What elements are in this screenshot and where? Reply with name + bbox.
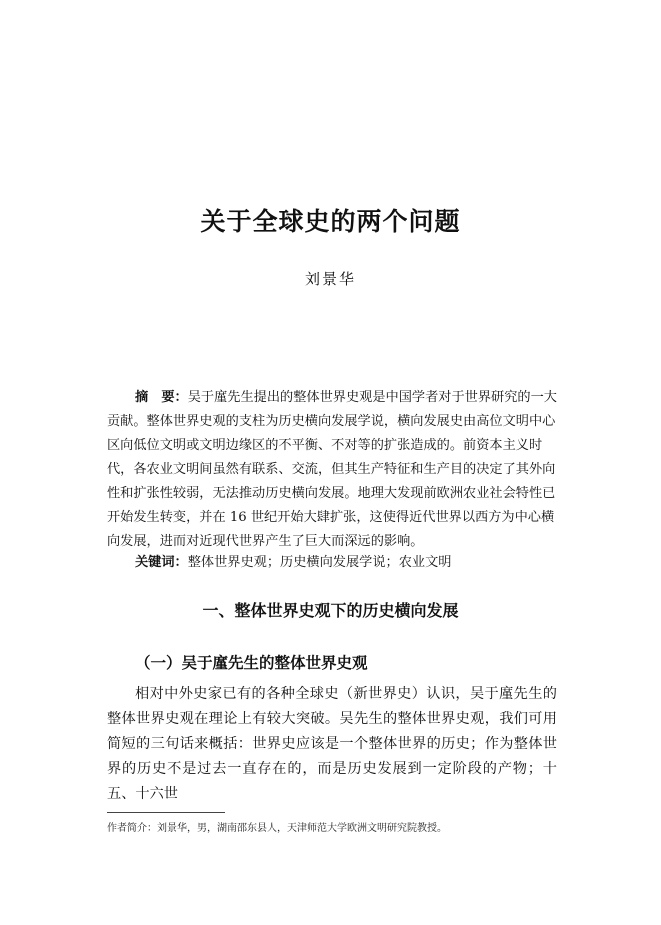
keywords (135, 552, 557, 574)
keywords-text: 整体世界史观；历史横向发展学说；农业文明 (187, 555, 452, 570)
subsection-heading: （一）吴于廑先生的整体世界史观 (135, 653, 368, 672)
keywords-label: 关键词： (135, 555, 188, 570)
footnote-divider (107, 812, 225, 813)
abstract (107, 386, 557, 554)
footnote: 作者简介：刘景华，男，湖南邵东县人，天津师范大学欧洲文明研究院教授。 (107, 823, 447, 834)
author-name: 刘景华 (304, 270, 356, 288)
abstract-text: 吴于廑先生提出的整体世界史观是中国学者对于世界研究的一大贡献。整体世界史观的支柱为历史横向发展学说，横向发展史由高位文明中心区向低位文明或文明边缘区的不平衡、不对等的扩张造成的。前资本主义时代，各农业文明间虽然有联系、交流，但其生产特征和生产目的决定了其外向性和扩张性较弱，无法推动历史横向发展。地理大发现前欧洲农业社会特性已开始发生转变，并在 16 世纪开始大肆扩张，这使得近代世界以西方为中心横向发展，进而对近现代世界产生了巨大而深远的影响。 (107, 390, 557, 549)
body-paragraph: 相对中外史家已有的各种全球史（新世界史）认识，吴于廑先生的整体世界史观在理论上有较大突破。吴先生的整体世界史观，我们可用简短的三句话来概括：世界史应该是一个整体世界的历史；作为整体世界的历史不是过去一直存在的，而是历史发展到一定阶段的产物；十五、十六世 (107, 686, 557, 802)
paper-title: 关于全球史的两个问题 (200, 207, 461, 236)
abstract-label: 摘 要： (135, 390, 188, 405)
section-heading: 一、整体世界史观下的历史横向发展 (202, 601, 459, 620)
